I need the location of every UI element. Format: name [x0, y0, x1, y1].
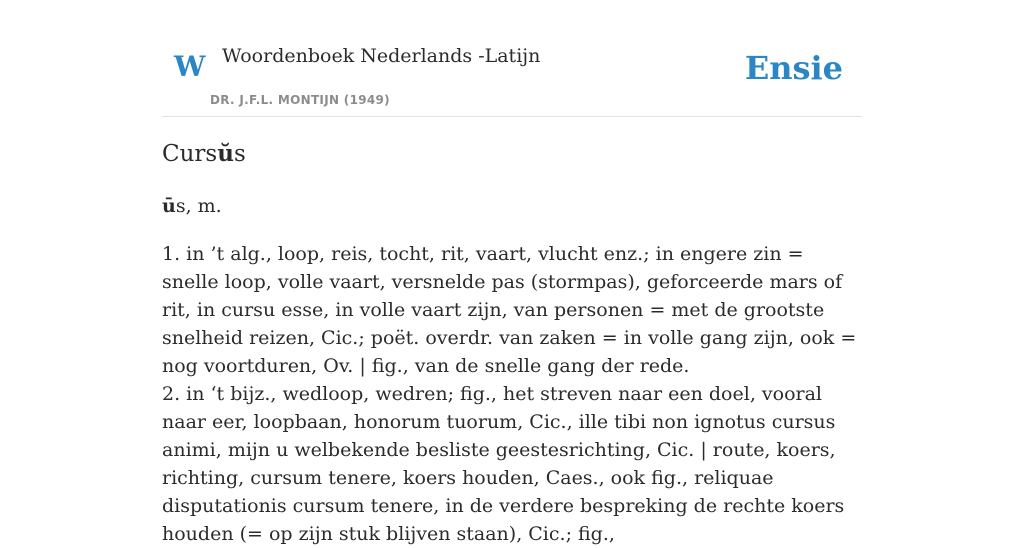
entry-grammar: [162, 192, 862, 220]
dictionary-author: DR. J.F.L. MONTIJN (1949): [210, 93, 390, 107]
entry-content: [162, 136, 862, 548]
headword-prefix: Curs: [162, 141, 218, 167]
sense-2: 2. in ‘t bijz., wedloop, wedren; fig., het streven naar een doel, vooral naar eer, loopbaan, honorum tuorum, Cic., ille tibi non ignotus cursus animi, mijn u welbekende besliste geestesrichting, Cic. | route, koers, richting, cursum tenere, koers houden, Caes., ook fig., reliquae disputationis cursum tenere, in de verdere bespreking de rechte koers houden (= op zijn stuk blijven staan), Cic.; fig.,: [162, 383, 845, 545]
dictionary-logo[interactable]: W: [174, 50, 206, 83]
entry-definition: [162, 240, 860, 548]
dictionary-header: [162, 0, 862, 117]
dictionary-title[interactable]: Woordenboek Nederlands -Latijn: [222, 45, 541, 67]
headword-bold-vowel: ŭ: [217, 140, 234, 167]
grammar-bold-vowel: ū: [162, 195, 176, 217]
sense-1: 1. in ’t alg., loop, reis, tocht, rit, vaart, vlucht enz.; in engere zin = snelle loop, volle vaart, versnelde pas (stormpas), geforceerde mars of rit, in cursu esse, in volle vaart zijn, van personen = met de grootste snelheid reizen, Cic.; poët. overdr. van zaken = in volle gang zijn, ook = nog voortduren, Ov. | fig., van de snelle gang der rede.: [162, 243, 857, 377]
ensie-brand-link[interactable]: Ensie: [744, 49, 843, 87]
grammar-info: s, m.: [175, 195, 222, 217]
headword-suffix: s: [233, 141, 246, 167]
entry-headword: [162, 136, 862, 172]
